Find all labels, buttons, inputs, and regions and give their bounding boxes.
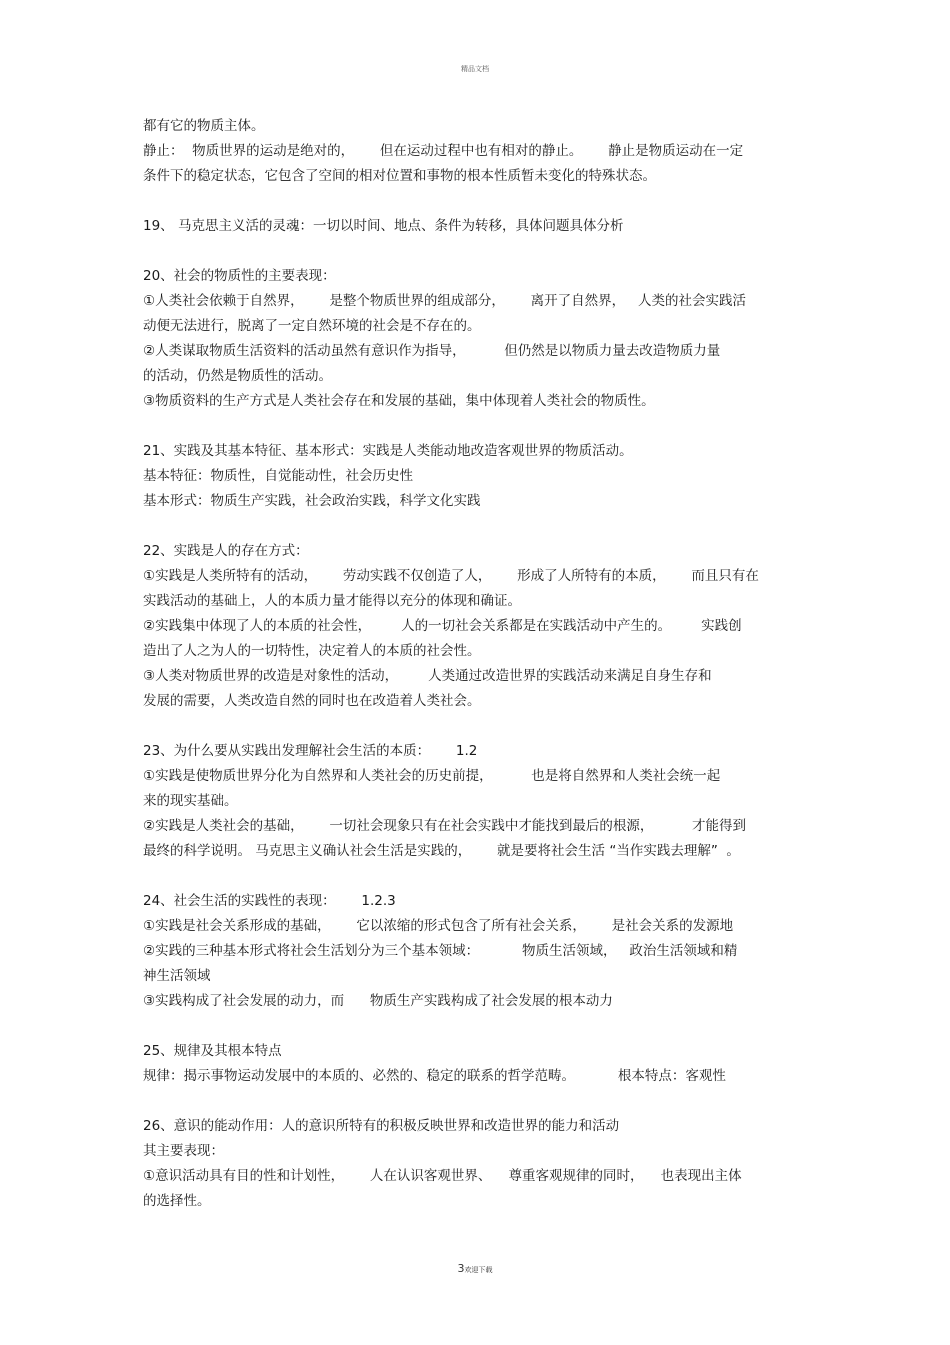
text-line: 25、规律及其根本特点 <box>143 1043 282 1059</box>
text-line: 静止： 物质世界的运动是绝对的， 但在运动过程中也有相对的静止。 静止是物质运动在一定 <box>143 143 744 159</box>
text-line: ③实践构成了社会发展的动力，而 物质生产实践构成了社会发展的根本动力 <box>143 993 613 1009</box>
text-line: ①实践是社会关系形成的基础， 它以浓缩的形式包含了所有社会关系， 是社会关系的发源地 <box>143 918 734 934</box>
paragraph-gap <box>143 1014 823 1039</box>
paragraph-gap <box>143 414 823 439</box>
text-line: 的活动，仍然是物质性的活动。 <box>143 368 332 384</box>
text-line: 造出了人之为人的一切特性，决定着人的本质的社会性。 <box>143 643 481 659</box>
text-line: 26、意识的能动作用：人的意识所特有的积极反映世界和改造世界的能力和活动 <box>143 1118 620 1134</box>
text-line: 的选择性。 <box>143 1193 211 1209</box>
text-line: 20、社会的物质性的主要表现： <box>143 268 336 284</box>
text-line: 19、 马克思主义活的灵魂：一切以时间、地点、条件为转移，具体问题具体分析 <box>143 218 624 234</box>
text-line: 动便无法进行，脱离了一定自然环境的社会是不存在的。 <box>143 318 481 334</box>
paragraph-gap <box>143 714 823 739</box>
footer-text: 欢迎下载 <box>464 1266 493 1274</box>
text-line: ③人类对物质世界的改造是对象性的活动， 人类通过改造世界的实践活动来满足自身生存和 <box>143 668 712 684</box>
text-line: ②实践集中体现了人的本质的社会性， 人的一切社会关系都是在实践活动中产生的。 实践创 <box>143 618 742 634</box>
text-line: 21、实践及其基本特征、基本形式：实践是人类能动地改造客观世界的物质活动。 <box>143 443 633 459</box>
paragraph-gap <box>143 1089 823 1114</box>
document-body <box>143 114 823 1214</box>
text-line: 最终的科学说明。 马克思主义确认社会生活是实践的， 就是要将社会生活 “当作实践去理解” 。 <box>143 843 740 859</box>
text-line: 基本形式：物质生产实践，社会政治实践，科学文化实践 <box>143 493 481 509</box>
paragraph-gap <box>143 239 823 264</box>
text-line: ①意识活动具有目的性和计划性， 人在认识客观世界、 尊重客观规律的同时， 也表现出主体 <box>143 1168 742 1184</box>
text-line: ②人类谋取物质生活资料的活动虽然有意识作为指导， 但仍然是以物质力量去改造物质力量 <box>143 343 721 359</box>
text-line: 神生活领域 <box>143 968 211 984</box>
page-number: 3 <box>457 1262 465 1275</box>
paragraph-gap <box>143 189 823 214</box>
page-footer <box>0 1262 950 1275</box>
text-line: ①人类社会依赖于自然界， 是整个物质世界的组成部分， 离开了自然界， 人类的社会实践活 <box>143 293 746 309</box>
text-line: ③物质资料的生产方式是人类社会存在和发展的基础，集中体现着人类社会的物质性。 <box>143 393 655 409</box>
text-line: 其主要表现： <box>143 1143 224 1159</box>
text-line: 都有它的物质主体。 <box>143 118 265 134</box>
paragraph-gap <box>143 514 823 539</box>
text-line: ①实践是人类所特有的活动， 劳动实践不仅创造了人， 形成了人所特有的本质， 而且只有在 <box>143 568 759 584</box>
text-line: 来的现实基础。 <box>143 793 238 809</box>
text-line: 规律：揭示事物运动发展中的本质的、必然的、稳定的联系的哲学范畴。 根本特点：客观性 <box>143 1068 726 1084</box>
text-line: 23、为什么要从实践出发理解社会生活的本质： 1.2 <box>143 743 478 759</box>
text-line: ①实践是使物质世界分化为自然界和人类社会的历史前提， 也是将自然界和人类社会统一起 <box>143 768 721 784</box>
text-line: 22、实践是人的存在方式： <box>143 543 309 559</box>
text-line: 24、社会生活的实践性的表现： 1.2.3 <box>143 893 396 909</box>
paragraph-gap <box>143 864 823 889</box>
text-line: 基本特征：物质性，自觉能动性，社会历史性 <box>143 468 413 484</box>
text-line: 实践活动的基础上，人的本质力量才能得以充分的体现和确证。 <box>143 593 521 609</box>
page-header: 精品文档 <box>461 65 489 73</box>
text-line: ②实践是人类社会的基础， 一切社会现象只有在社会实践中才能找到最后的根源， 才能得到 <box>143 818 746 834</box>
text-line: ②实践的三种基本形式将社会生活划分为三个基本领域： 物质生活领域， 政治生活领域和精 <box>143 943 738 959</box>
text-line: 发展的需要，人类改造自然的同时也在改造着人类社会。 <box>143 693 481 709</box>
text-line: 条件下的稳定状态，它包含了空间的相对位置和事物的根本性质暂未变化的特殊状态。 <box>143 168 656 184</box>
